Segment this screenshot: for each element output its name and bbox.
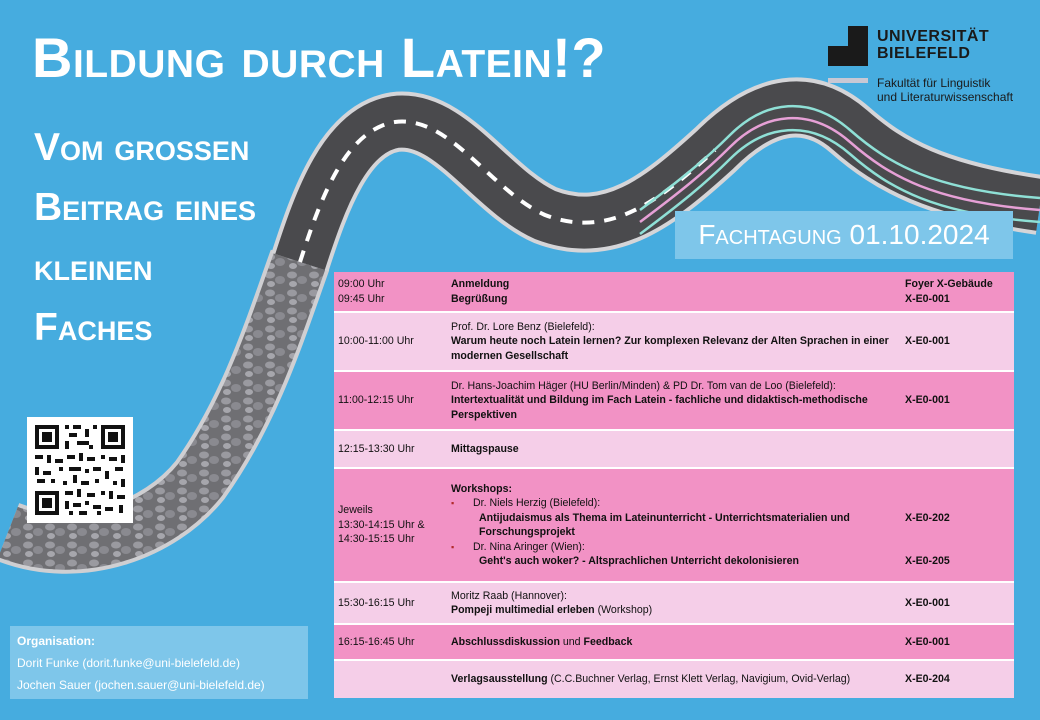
room-cell: X-E0-001: [901, 371, 1014, 430]
program-cell: [447, 468, 901, 582]
program-cell: [447, 312, 901, 371]
room-cell: [901, 468, 1014, 582]
time-cell: 10:00-11:00 Uhr: [334, 312, 447, 371]
speaker-text: Moritz Raab (Hannover):: [451, 589, 567, 602]
talk-title: Pompeji multimedial erleben: [451, 604, 595, 616]
program-cell: [447, 660, 901, 698]
program-title: Feedback: [583, 635, 633, 648]
logo-mark: [828, 26, 868, 66]
table-row: [334, 371, 1014, 430]
organisation-panel: [10, 626, 308, 699]
time-cell: 15:30-16:15 Uhr: [334, 582, 447, 624]
subtitle-line: Vom großen: [34, 126, 250, 169]
program-cell: [447, 371, 901, 430]
workshops-heading: Workshops:: [451, 482, 513, 495]
time-cell: [334, 272, 447, 312]
room-cell: X-E0-001: [901, 582, 1014, 624]
workshop-title: Geht's auch woker? - Altsprachlichen Unterricht dekolonisieren: [479, 555, 800, 567]
table-row: [334, 660, 1014, 698]
subtitle-line: kleinen: [34, 246, 153, 289]
room-cell: [901, 430, 1014, 468]
workshop-speaker: ▪ Dr. Niels Herzig (Bielefeld):: [451, 496, 897, 511]
time-cell: 16:15-16:45 Uhr: [334, 624, 447, 660]
room-cell: X-E0-204: [901, 660, 1014, 698]
program-title: Verlagsausstellung: [451, 673, 548, 686]
room-text: X-E0-001: [905, 292, 950, 305]
room-cell: [901, 272, 1014, 312]
room-text: X-E0-202: [905, 511, 950, 524]
schedule-table: [334, 272, 1014, 698]
program-detail: (C.C.Buchner Verlag, Ernst Klett Verlag, Navigium, Ovid-Verlag): [547, 673, 851, 686]
qr-code-icon: [27, 417, 133, 523]
connector-text: und: [559, 635, 584, 648]
talk-title: Warum heute noch Latein lernen? Zur komplexen Relevanz der Alten Sprachen in einer modernen Gesellschaft: [451, 335, 889, 362]
subtitle-line: Beitrag eines: [34, 186, 257, 229]
organiser-contact: Jochen Sauer (jochen.sauer@uni-bielefeld.de): [17, 678, 265, 692]
room-text: X-E0-205: [905, 555, 950, 567]
room-cell: X-E0-001: [901, 624, 1014, 660]
time-text: 14:30-15:15 Uhr: [338, 533, 415, 546]
subtitle-line: Faches: [34, 306, 153, 349]
program-cell: [447, 272, 901, 312]
program-cell: [447, 430, 901, 468]
room-cell: X-E0-001: [901, 312, 1014, 371]
program-title: Abschlussdiskussion: [451, 635, 560, 648]
table-row: [334, 312, 1014, 371]
table-row: [334, 582, 1014, 624]
logo-faculty: Fakultät für Linguistik und Literaturwissenschaft: [877, 76, 1014, 104]
event-date-banner: Fachtagung 01.10.2024: [675, 211, 1013, 259]
qr-code[interactable]: [27, 417, 133, 523]
workshop-speaker: ▪ Dr. Nina Aringer (Wien):: [451, 540, 897, 555]
table-row: [334, 624, 1014, 660]
table-row: [334, 430, 1014, 468]
room-text: Foyer X-Gebäude: [905, 278, 993, 290]
time-cell: 11:00-12:15 Uhr: [334, 371, 447, 430]
program-cell: [447, 624, 901, 660]
time-text: Jeweils: [338, 504, 373, 517]
program-title: Anmeldung: [451, 278, 510, 290]
subtitle: [34, 118, 334, 358]
speaker-text: Prof. Dr. Lore Benz (Bielefeld):: [451, 320, 595, 333]
logo-bar: [828, 78, 868, 83]
university-logo: [828, 26, 1028, 116]
talk-suffix: (Workshop): [594, 604, 653, 616]
workshop-title: Antijudaismus als Thema im Lateinunterricht - Unterrichtsmaterialien und Forschungsprojekt: [479, 511, 850, 538]
speaker-text: Dr. Hans-Joachim Häger (HU Berlin/Minden) & PD Dr. Tom van de Loo (Bielefeld):: [451, 379, 836, 392]
organisation-heading: Organisation:: [17, 634, 96, 648]
logo-name: UNIVERSITÄT BIELEFELD: [877, 28, 990, 62]
organiser-contact: Dorit Funke (dorit.funke@uni-bielefeld.de): [17, 656, 240, 670]
time-text: 09:00 Uhr: [338, 278, 385, 290]
program-cell: [447, 582, 901, 624]
page-title: Bildung durch Latein!?: [32, 26, 607, 89]
time-cell: [334, 468, 447, 582]
program-title: Begrüßung: [451, 292, 508, 305]
program-title: Mittagspause: [451, 442, 519, 455]
table-row: [334, 468, 1014, 582]
talk-title: Intertextualität und Bildung im Fach Latein - fachliche und didaktisch-methodische Perspektiven: [451, 394, 868, 421]
time-text: 09:45 Uhr: [338, 292, 385, 305]
table-row: [334, 272, 1014, 312]
time-text: 13:30-14:15 Uhr &: [338, 518, 425, 531]
time-cell: 12:15-13:30 Uhr: [334, 430, 447, 468]
time-cell: [334, 660, 447, 698]
